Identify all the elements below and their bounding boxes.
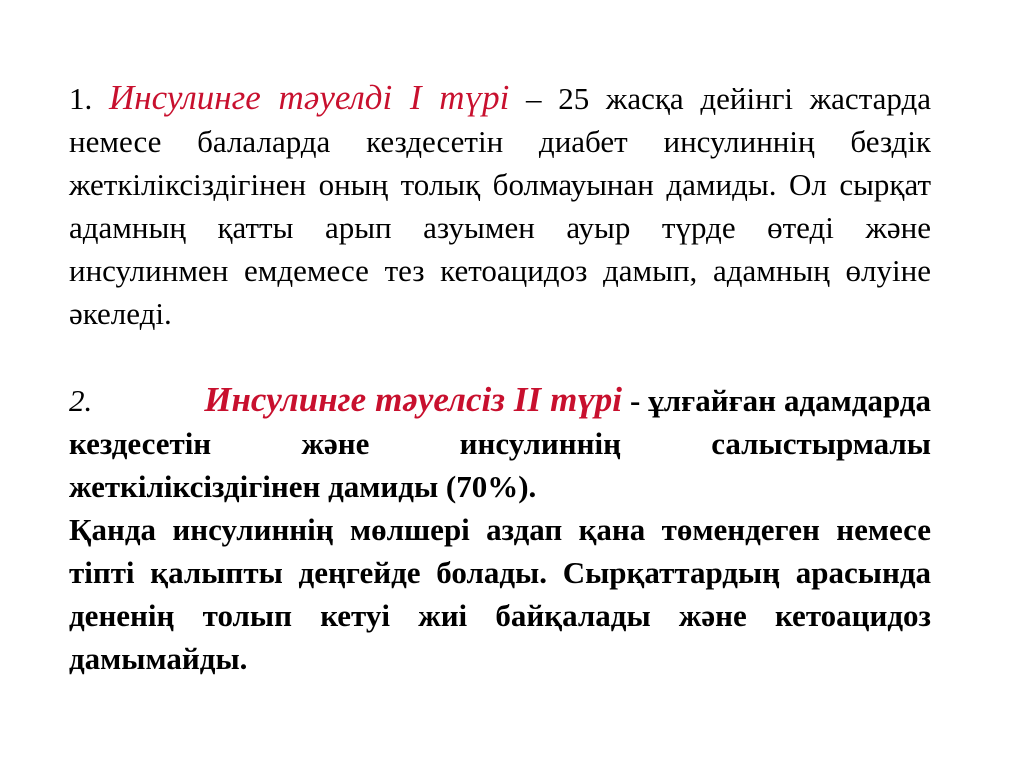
paragraph-type1	[69, 76, 931, 335]
paragraph-type2-number: 2.	[69, 383, 93, 418]
paragraph-type1-text: – 25 жасқа дейінгі жастарда немесе балаларда кездесетін диабет инсулиннің бездік жеткіліксіздігінен оның толық болмауынан дамиды. Ол сырқат адамның қатты арып азуымен ауыр түрде өтеді және инсулинмен емдемесе тез кетоацидоз дамып, адамның өлуіне әкеледі.	[69, 81, 932, 331]
paragraph-type2-text: - ұлғайған адамдарда кездесетін және инсулиннің салыстырмалы жеткіліксіздігінен дамиды (70%).	[69, 383, 931, 504]
slide-body	[69, 76, 931, 680]
type2-title: Инсулинге тәуелсіз II түрі	[204, 380, 623, 419]
type1-title: Инсулинге тәуелді I түрі	[108, 78, 510, 117]
paragraph-blood-insulin-text: Қанда инсулиннің мөлшері аздап қана төмендеген немесе тіпті қалыпты деңгейде болады. Сырқаттардың арасында дененің толып кетуі жиі байқалады және кетоацидоз дамымайды.	[69, 512, 931, 676]
paragraph-type1-number: 1.	[69, 81, 93, 116]
paragraph-type2	[69, 378, 931, 508]
paragraph-gap	[69, 335, 931, 378]
paragraph-blood-insulin	[69, 508, 931, 680]
